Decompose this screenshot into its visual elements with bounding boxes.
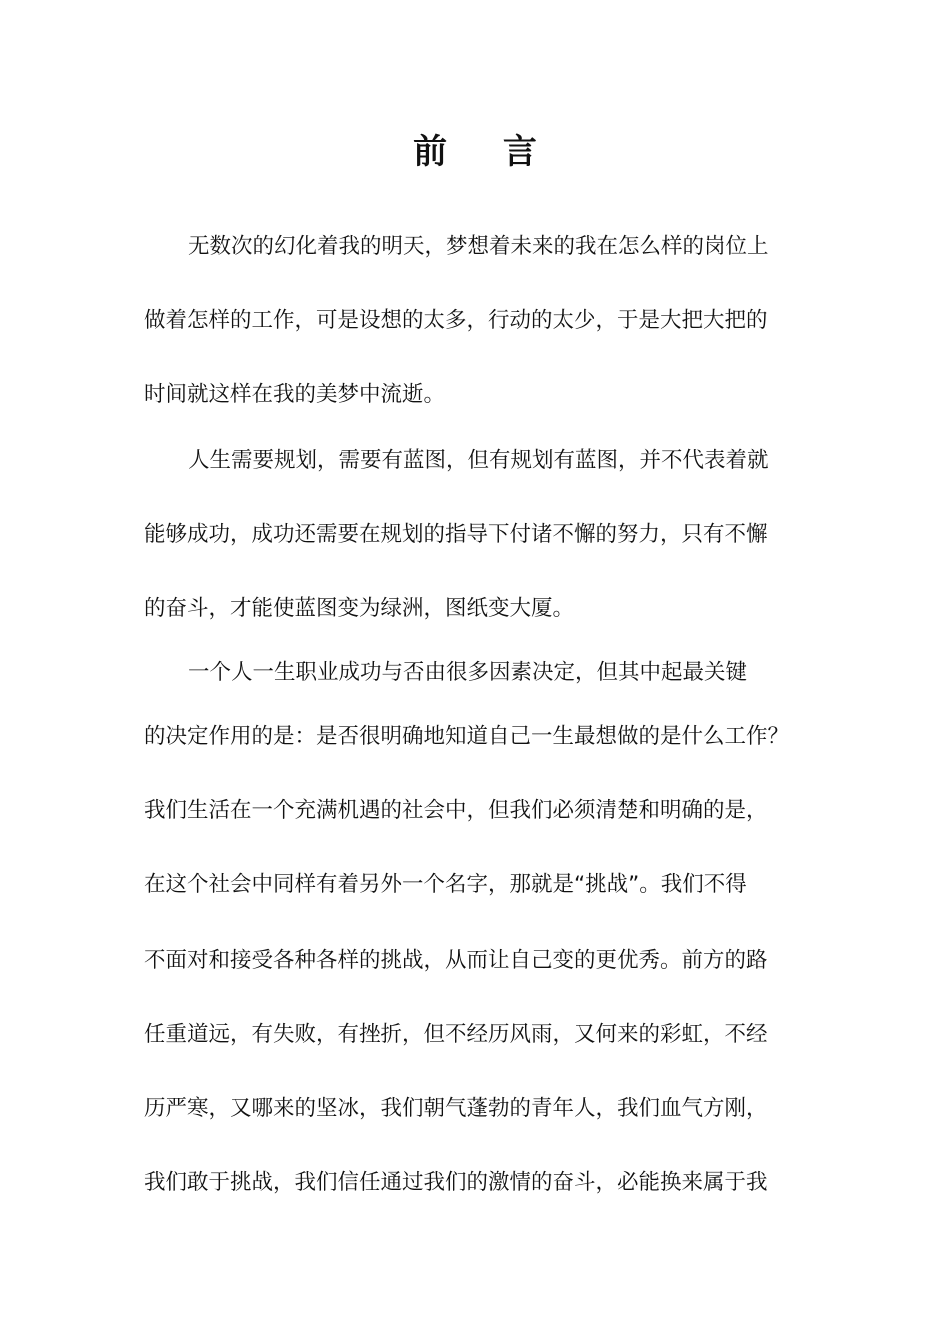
text-line: 我们敢于挑战，我们信任通过我们的激情的奋斗，必能换来属于我 [144, 1170, 768, 1195]
text-line: 的决定作用的是：是否很明确地知道自己一生最想做的是什么工作？ [144, 724, 790, 749]
text-line: 人生需要规划，需要有蓝图，但有规划有蓝图，并不代表着就 [188, 448, 769, 473]
text-line: 一个人一生职业成功与否由很多因素决定，但其中起最关键 [188, 660, 748, 685]
text-line: 无数次的幻化着我的明天，梦想着未来的我在怎么样的岗位上 [188, 234, 769, 259]
text-line: 做着怎样的工作，可是设想的太多，行动的太少，于是大把大把的 [144, 308, 768, 333]
text-line: 任重道远，有失败，有挫折，但不经历风雨，又何来的彩虹，不经 [144, 1022, 768, 1047]
text-line: 在这个社会中同样有着另外一个名字，那就是“挑战”。我们不得 [144, 872, 747, 897]
text-line: 不面对和接受各种各样的挑战，从而让自己变的更优秀。前方的路 [144, 948, 768, 973]
text-line: 我们生活在一个充满机遇的社会中，但我们必须清楚和明确的是， [144, 798, 768, 823]
text-line: 历严寒，又哪来的坚冰，我们朝气蓬勃的青年人，我们血气方刚， [144, 1096, 768, 1121]
text-line: 的奋斗，才能使蓝图变为绿洲，图纸变大厦。 [144, 596, 575, 621]
text-line: 能够成功，成功还需要在规划的指导下付诸不懈的努力，只有不懈 [144, 522, 768, 547]
page-title: 前 言 [413, 132, 559, 172]
text-line: 时间就这样在我的美梦中流逝。 [144, 382, 446, 407]
